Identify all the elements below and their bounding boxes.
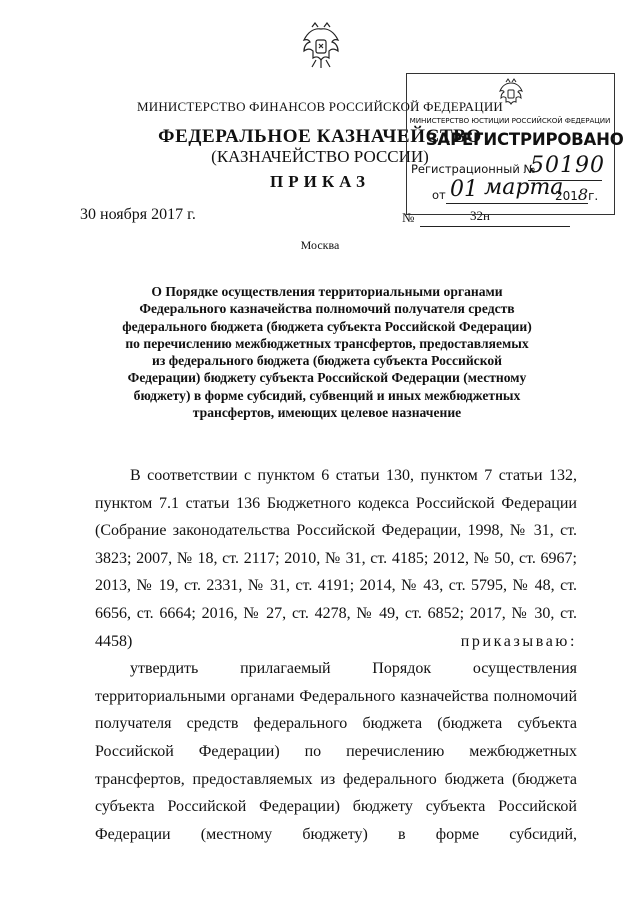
order-date: 30 ноября 2017 г. [80, 206, 196, 223]
ministry-name: МИНИСТЕРСТВО ФИНАНСОВ РОССИЙСКОЙ ФЕДЕРАЦИИ [136, 99, 504, 114]
stamp-number-label: Регистрационный № [411, 162, 536, 176]
order-number: 32н [470, 208, 490, 223]
stamp-year-prefix: 201 [555, 189, 578, 203]
preamble-paragraph [95, 462, 577, 655]
stamp-date-year [555, 185, 598, 204]
document-type: ПРИКАЗ [270, 172, 370, 191]
order-word: приказываю: [460, 632, 577, 650]
number-underline [420, 226, 570, 227]
stamp-year-digit: 8 [577, 185, 589, 204]
order-title: О Порядке осуществления территориальными органами Федерального казначейства полномочий получателя средств федерального бюджета (бюджета субъекта Российской Федерации) по перечислению межбюджетных трансфертов, предоставляемых из федерального бюджета (бюджета субъекта Российской Федерации) бюджету субъекта Российской Федерации (местному бюджету) в форме субсидий, субвенций и иных межбюджетных трансфертов, имеющих целевое назначение [122, 284, 532, 421]
coat-of-arms-icon [298, 20, 344, 70]
stamp-emblem-icon [497, 78, 525, 108]
stamp-registered: ЗАРЕГИСТРИРОВАНО [426, 130, 624, 149]
agency-name: ФЕДЕРАЛЬНОЕ КАЗНАЧЕЙСТВО [158, 126, 482, 147]
city: Москва [300, 238, 340, 252]
number-sign: № [402, 210, 415, 225]
operative-paragraph: утвердить прилагаемый Порядок осуществления территориальными органами Федерального казначейства полномочий получателя средств федерального бюджета (бюджета субъекта Российской Федерации) по перечислению межбюджетных трансфертов, предоставляемых из федерального бюджета (бюджета субъекта Российской Федерации) бюджету субъекта Российской Федерации (местному бюджету) в форме субсидий, [95, 660, 577, 843]
stamp-date-month: марта [484, 175, 564, 200]
stamp-ministry: МИНИСТЕРСТВО ЮСТИЦИИ РОССИЙСКОЙ ФЕДЕРАЦИИ [409, 116, 611, 125]
stamp-registration-number: 50190 [530, 153, 605, 178]
stamp-date-day: 01 [450, 177, 478, 202]
agency-short-name: (КАЗНАЧЕЙСТВО РОССИИ) [211, 147, 429, 166]
stamp-date-prefix: от [432, 188, 446, 202]
stamp-year-suffix: г. [588, 189, 599, 203]
order-body [95, 462, 577, 848]
preamble-text: В соответствии с пунктом 6 статьи 130, пунктом 7 статьи 132, пунктом 7.1 статьи 136 Бюджетного кодекса Российской Федерации (Собрание законодательства Российской Федерации, 1998, № 31, ст. 3823; 2007, № 18, ст. 2117; 2010, № 31, ст. 4185; 2012, № 50, ст. 6967; 2013, № 19, ст. 2331, № 31, ст. 4191; 2014, № 43, ст. 5795, № 48, ст. 6656, ст. 6664; 2016, № 27, ст. 4278, № 49, ст. 6852; 2017, № 30, ст. 4458) [95, 467, 577, 650]
